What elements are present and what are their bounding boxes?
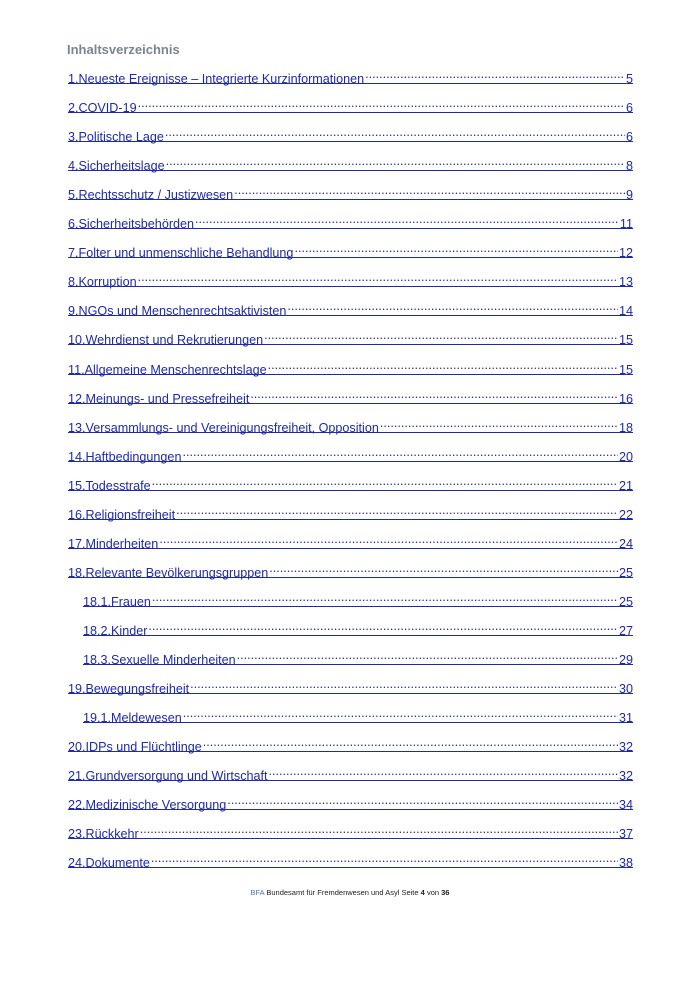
toc-entry-page: 15 — [618, 333, 633, 348]
toc-dot-leader — [176, 502, 618, 519]
toc-dot-leader — [148, 618, 618, 635]
toc-entry-page: 6 — [625, 130, 633, 145]
toc-entry-page: 6 — [625, 101, 633, 116]
toc-entry-label: 22.Medizinische Versorgung — [68, 798, 227, 813]
toc-dot-leader — [264, 327, 618, 344]
toc-dot-leader — [190, 676, 618, 693]
toc-entry[interactable] — [68, 240, 633, 261]
toc-entry-page: 20 — [618, 449, 633, 464]
toc-entry-label: 1.Neueste Ereignisse – Integrierte Kurzinformationen — [68, 72, 365, 86]
toc-entry[interactable] — [83, 589, 633, 607]
toc-dot-leader — [287, 298, 618, 315]
toc-dot-leader — [268, 357, 618, 374]
toc-entry-page: 16 — [618, 391, 633, 406]
toc-entry-label: 7.Folter und unmenschliche Behandlung — [68, 246, 294, 261]
toc-entry-page: 22 — [618, 507, 633, 522]
toc-entry-page: 29 — [618, 653, 633, 667]
toc-entry[interactable] — [83, 618, 633, 636]
toc-entry[interactable] — [68, 269, 633, 290]
toc-entry[interactable] — [68, 821, 633, 842]
toc-entry[interactable] — [68, 211, 633, 232]
toc-dot-leader — [138, 269, 618, 286]
toc-entry-page: 8 — [625, 159, 633, 174]
toc-entry-page: 5 — [625, 72, 633, 86]
footer-org: Bundesamt für Fremdenwesen und Asyl — [266, 888, 400, 897]
toc-dot-leader — [269, 763, 618, 780]
toc-entry-label: 20.IDPs und Flüchtlinge — [68, 740, 202, 755]
footer-page-current: 4 — [420, 888, 425, 897]
toc-entry-label: 14.Haftbedingungen — [68, 449, 182, 464]
toc-entry-label: 4.Sicherheitslage — [68, 159, 165, 174]
footer-brand: BFA — [250, 888, 265, 897]
toc-entry-label: 3.Politische Lage — [68, 130, 164, 145]
toc-dot-leader — [380, 415, 618, 432]
toc-entry[interactable] — [68, 95, 633, 116]
toc-entry[interactable] — [68, 182, 633, 203]
toc-dot-leader — [237, 647, 618, 664]
toc-entry[interactable] — [68, 676, 633, 697]
toc-entry-page: 31 — [618, 711, 633, 726]
toc-entry-page: 30 — [618, 682, 633, 697]
toc-entry-label: 12.Meinungs- und Pressefreiheit — [68, 391, 250, 406]
toc-entry-label: 5.Rechtsschutz / Justizwesen — [68, 188, 234, 203]
toc-entry-label: 21.Grundversorgung und Wirtschaft — [68, 769, 268, 784]
toc-entry-page: 37 — [618, 827, 633, 842]
toc-entry[interactable] — [68, 327, 633, 348]
footer-of-word: von — [426, 888, 440, 897]
toc-dot-leader — [234, 182, 625, 199]
toc-entry-page: 27 — [618, 623, 633, 638]
toc-entry-label: 2.COVID-19 — [68, 101, 137, 116]
toc-dot-leader — [138, 95, 625, 112]
toc-entry-page: 18 — [618, 420, 633, 435]
toc-entry-label: 13.Versammlungs- und Vereinigungsfreiheit, Opposition — [68, 420, 379, 435]
toc-entry[interactable] — [68, 124, 633, 145]
toc-entry[interactable] — [68, 763, 633, 784]
toc-dot-leader — [151, 850, 618, 867]
toc-dot-leader — [250, 386, 618, 403]
toc-entry[interactable] — [68, 66, 633, 84]
toc-entry-label: 8.Korruption — [68, 275, 137, 290]
toc-entry[interactable] — [68, 734, 633, 755]
toc-dot-leader — [227, 792, 618, 809]
toc-entry-page: 32 — [618, 740, 633, 755]
toc-entry-page: 11 — [619, 217, 633, 232]
toc-entry-label: 6.Sicherheitsbehörden — [68, 217, 195, 232]
toc-entry[interactable] — [83, 647, 633, 665]
toc-entry[interactable] — [68, 850, 633, 871]
toc-entry-page: 25 — [618, 594, 633, 609]
toc-entry-page: 34 — [618, 798, 633, 813]
toc-entry-label: 9.NGOs und Menschenrechtsaktivisten — [68, 304, 287, 319]
toc-entry-page: 21 — [618, 478, 633, 493]
toc-entry-page: 9 — [625, 188, 633, 203]
toc-entry[interactable] — [68, 357, 633, 375]
toc-entry-label: 19.Bewegungsfreiheit — [68, 682, 190, 697]
toc-entry[interactable] — [68, 502, 633, 520]
toc-dot-leader — [195, 211, 619, 228]
toc-entry[interactable] — [68, 444, 633, 462]
toc-entry-label: 18.1.Frauen — [83, 594, 151, 609]
toc-entry[interactable] — [68, 531, 633, 549]
footer-page-word: Seite — [401, 888, 419, 897]
toc-entry-label: 19.1.Meldewesen — [83, 711, 182, 726]
toc-entry-label: 11.Allgemeine Menschenrechtslage — [68, 362, 267, 377]
toc-entry-label: 23.Rückkehr — [68, 827, 139, 842]
toc-entry[interactable] — [68, 386, 633, 404]
toc-entry[interactable] — [68, 560, 633, 578]
toc-dot-leader — [294, 240, 618, 257]
toc-entry-label: 18.2.Kinder — [83, 623, 148, 638]
page-footer — [0, 888, 700, 897]
toc-entry[interactable] — [68, 298, 633, 319]
toc-entry-label: 18.3.Sexuelle Minderheiten — [83, 653, 236, 667]
toc-entry-page: 14 — [618, 304, 633, 319]
toc-dot-leader — [140, 821, 618, 838]
toc-dot-leader — [365, 66, 625, 83]
toc-entry[interactable] — [68, 473, 633, 491]
toc-entry-label: 10.Wehrdienst und Rekrutierungen — [68, 333, 264, 348]
toc-entry-label: 17.Minderheiten — [68, 536, 159, 551]
toc-entry-page: 25 — [618, 565, 633, 580]
toc-title: Inhaltsverzeichnis — [67, 42, 180, 57]
toc-dot-leader — [182, 444, 618, 461]
toc-entry[interactable] — [68, 153, 633, 174]
toc-entry-page: 12 — [618, 246, 633, 261]
toc-dot-leader — [183, 705, 618, 722]
toc-dot-leader — [165, 124, 625, 141]
toc-dot-leader — [152, 589, 618, 606]
toc-entry-page: 13 — [618, 275, 633, 290]
toc-entry[interactable] — [68, 792, 633, 813]
footer-page-total: 36 — [441, 888, 450, 897]
toc-dot-leader — [166, 153, 625, 170]
toc-entry[interactable] — [68, 415, 633, 433]
toc-entry-label: 15.Todesstrafe — [68, 478, 151, 493]
toc-dot-leader — [159, 531, 618, 548]
toc-entry-label: 16.Religionsfreiheit — [68, 507, 176, 522]
toc-dot-leader — [152, 473, 618, 490]
toc-entry-label: 24.Dokumente — [68, 856, 150, 871]
toc-entry-page: 32 — [618, 769, 633, 784]
toc-dot-leader — [269, 560, 618, 577]
toc-dot-leader — [203, 734, 618, 751]
toc-entry-page: 15 — [618, 362, 633, 377]
toc-entry-page: 38 — [618, 856, 633, 871]
toc-entry[interactable] — [83, 705, 633, 726]
toc-entry-label: 18.Relevante Bevölkerungsgruppen — [68, 565, 269, 580]
toc-entry-page: 24 — [618, 536, 633, 551]
